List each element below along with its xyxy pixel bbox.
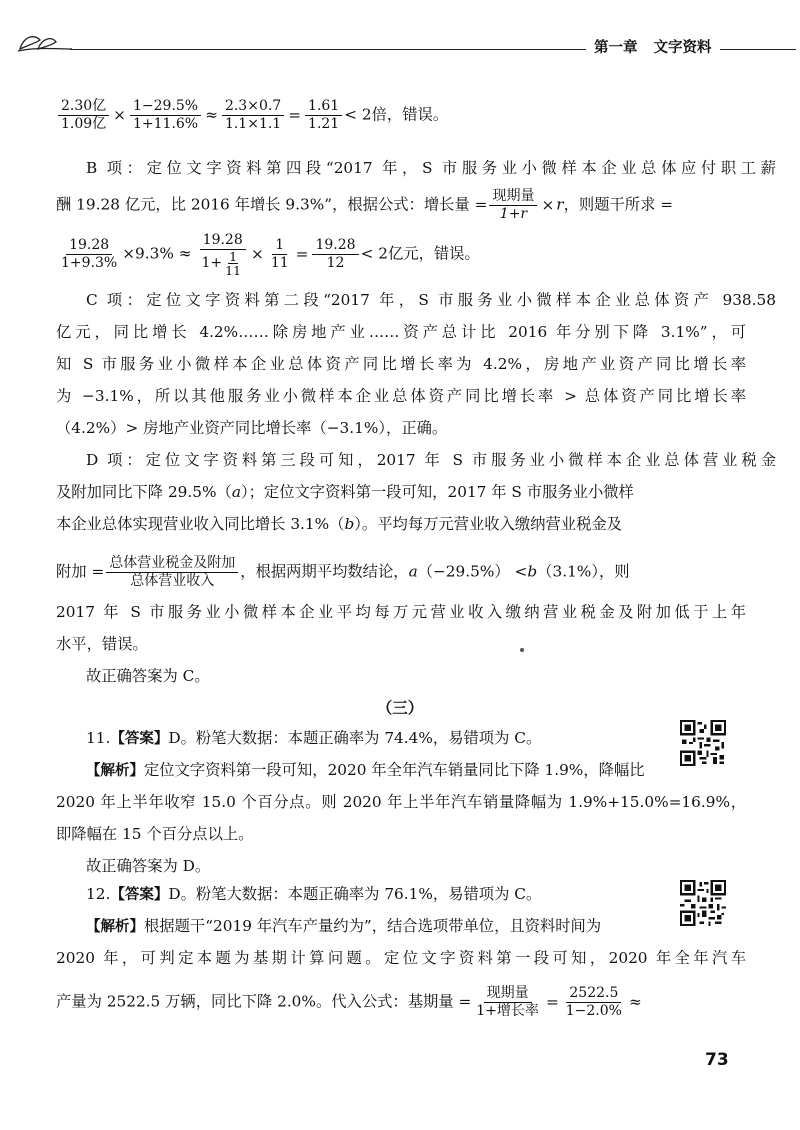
fraction: $\frac{1-29.5\%}{1+11.6\%}$ [130,98,201,133]
q11-analysis-line3: 即降幅在 15 个百分点以上。 [56,825,254,843]
option-c-line5: （4.2%）> 房地产业资产同比增长率（−3.1%），正确。 [56,419,448,437]
chapter-label: 第一章 [594,40,638,56]
option-c-line1: C 项：定位文字资料第二段“2017 年，S 市服务业小微样本企业总体资产 938.58 [86,291,776,309]
page-number: 73 [705,1050,729,1070]
stray-mark [520,648,524,652]
fraction: $\frac{1}{11}$ [270,237,289,271]
option-d-line2: 及附加同比下降 29.5%（a）；定位文字资料第一段可知，2017 年 S 市服务业小微样 [56,483,634,501]
option-d-line5: 2017 年 S 市服务业小微样本企业平均每万元营业收入缴纳营业税金及附加低于上年 [56,603,746,621]
q12-answer-line: 12.【答案】D。粉笔大数据：本题正确率为 76.1%，易错项为 C。 [86,885,542,903]
q11-analysis-line2: 2020 年上半年收窄 15.0 个百分点。则 2020 年上半年汽车销量降幅为 1.9%+15.0%=16.9%， [56,793,746,811]
fraction: $\frac{19.28}{1+9.3\%}$ [61,237,118,271]
q12-analysis-line3: 产量为 2522.5 万辆，同比下降 2.0%。代入公式：基期量 = $\frac{\text{现期量}}{\text{1+增长率}}$ = $\frac{2522.5}{1-2.0\%}$ ≈ [56,985,642,1019]
fraction: $\frac{19.28}{12}$ [312,237,358,272]
inner-fraction: $\frac{1}{11}$ [225,249,241,278]
q12-analysis-line1: 【解析】根据题干“2019 年汽车产量约为”，结合选项带单位，且资料时间为 [86,917,602,935]
option-d-line6: 水平，错误。 [56,635,148,653]
option-d-line4: 附加 = $\frac{\text{总体营业税金及附加}}{\text{总体营业收入}}$ ，根据两期平均数结论，a（−29.5%） <b（3.1%），则 [56,555,630,589]
leaf-ornament-icon [16,30,72,54]
chapter-header [586,36,720,57]
option-d-line3: 本企业总体实现营业收入同比增长 3.1%（b）。平均每万元营业收入缴纳营业税金及 [56,515,622,533]
growth-formula-fraction: $\frac{\text{现期量}}{1+r}$ [489,188,537,223]
q11-analysis-line1: 【解析】定位文字资料第一段可知，2020 年全年汽车销量同比下降 1.9%，降幅比 [86,761,645,779]
fraction: $\frac{2.3\times 0.7}{1.1\times 1.1}$ [222,98,284,133]
answer-10: 故正确答案为 C。 [86,667,210,685]
section-title: （三） [376,698,424,717]
tax-ratio-fraction: $\frac{\text{总体营业税金及附加}}{\text{总体营业收入}}$ [106,555,238,590]
option-b-line2: 酬 19.28 亿元，比 2016 年增长 9.3%”，根据公式：增长量 = $\frac{\text{现期量}}{1+r}$ × r，则题干所求 = [56,188,674,222]
fraction: $\frac{1.61}{1.21}$ [305,98,342,133]
option-c-line4: 为 −3.1%，所以其他服务业小微样本企业总体资产同比增长率 > 总体资产同比增长率 [56,387,746,405]
option-c-line2: 亿元，同比增长 4.2%……除房地产业……资产总计比 2016 年分别下降 3.1%”，可 [56,323,746,341]
base-formula-fraction: $\frac{\text{现期量}}{\text{1+增长率}}$ [476,985,539,1019]
option-d-line1: D 项：定位文字资料第三段可知，2017 年 S 市服务业小微样本企业总体营业税金 [86,451,776,469]
calc-a-line: $\frac{\text{2.30亿}}{\text{1.09亿}}$ × $\frac{1-29.5\%}{1+11.6\%}$ ≈ $\frac{2.3\times 0.7}{1.1\times 1.1}$ = $\frac{1.61}{1.21}$ < 2倍，错误。 [56,98,746,133]
option-b-calc-line: $\frac{19.28}{1+9.3\%}$ ×9.3% ≈ 19.28 1+ $\frac{1}{11}$ × $\frac{1}{11}$ = $\frac{19.28}{12}$ < 2亿元，错误。 [56,232,746,277]
qr-code-icon[interactable] [680,720,726,766]
q11-answer-line: 11.【答案】D。粉笔大数据：本题正确率为 74.4%，易错项为 C。 [86,729,542,747]
fraction: $\frac{\text{2.30亿}}{\text{1.09亿}}$ [58,98,109,133]
option-c-line3: 知 S 市服务业小微样本企业总体资产同比增长率为 4.2%，房地产业资产同比增长率 [56,355,746,373]
q12-analysis-line2: 2020 年，可判定本题为基期计算问题。定位文字资料第一段可知，2020 年全年汽车 [56,949,746,967]
nested-fraction: 19.28 1+ $\frac{1}{11}$ [198,232,247,277]
option-b-line1: B 项：定位文字资料第四段“2017 年，S 市服务业小微样本企业总体应付职工薪 [86,159,776,177]
q11-final-answer: 故正确答案为 D。 [86,857,211,875]
fraction: $\frac{2522.5}{1-2.0\%}$ [565,985,622,1019]
qr-code-icon[interactable] [680,880,726,926]
chapter-title: 文字资料 [653,40,712,56]
